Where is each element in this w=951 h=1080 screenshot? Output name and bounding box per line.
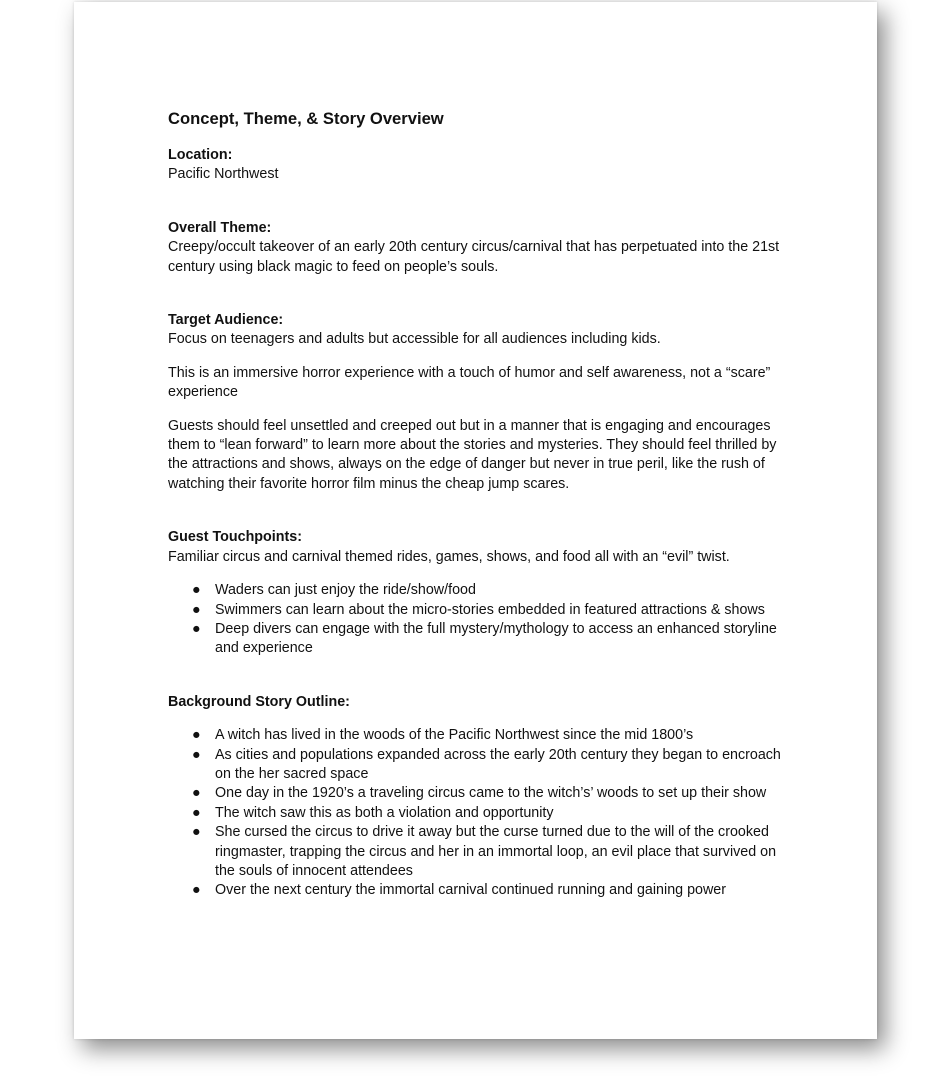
touchpoints-section <box>168 528 788 658</box>
bullet-icon: ● <box>192 804 201 821</box>
theme-section <box>168 219 788 277</box>
bullet-icon: ● <box>192 620 201 637</box>
story-list <box>168 726 788 901</box>
document-title: Concept, Theme, & Story Overview <box>168 109 444 128</box>
list-item-text: The witch saw this as both a violation and opportunity <box>215 804 554 821</box>
list-item <box>168 601 788 620</box>
audience-heading: Target Audience: <box>168 312 284 329</box>
list-item <box>168 823 788 881</box>
list-item-text: A witch has lived in the woods of the Pacific Northwest since the mid 1800’s <box>215 727 694 744</box>
theme-text: Creepy/occult takeover of an early 20th century circus/carnival that has perpetuated into the 21st century using black magic to feed on people’s souls. <box>168 239 780 275</box>
audience-section <box>168 311 788 494</box>
location-section <box>168 146 788 185</box>
location-text: Pacific Northwest <box>168 166 279 183</box>
list-item <box>168 804 788 823</box>
audience-paragraph-3: Guests should feel unsettled and creeped out but in a manner that is engaging and encourages them to “lean forward” to learn more about the stories and mysteries. They should feel thrilled by the attractions and shows, always on the edge of danger but never in true peril, like the rush of watching their favorite horror film minus the cheap jump scares. <box>168 417 777 492</box>
bullet-icon: ● <box>192 582 201 599</box>
list-item-text: Deep divers can engage with the full mystery/mythology to access an enhanced storyline and experience <box>215 620 777 657</box>
theme-heading: Overall Theme: <box>168 219 272 236</box>
touchpoints-list <box>168 581 788 659</box>
bullet-icon: ● <box>192 746 201 763</box>
audience-text: Focus on teenagers and adults but accessible for all audiences including kids. <box>168 331 661 348</box>
list-item-text: As cities and populations expanded across the early 20th century they began to encroach on the her sacred space <box>215 746 781 782</box>
list-item <box>168 620 788 659</box>
document-content <box>168 107 788 901</box>
bullet-icon: ● <box>192 785 201 802</box>
bullet-icon: ● <box>192 824 201 841</box>
audience-paragraph-2: This is an immersive horror experience with a touch of humor and self awareness, not a “scare” experience <box>168 364 771 401</box>
touchpoints-heading: Guest Touchpoints: <box>168 529 302 546</box>
list-item-text: Waders can just enjoy the ride/show/food <box>215 582 476 599</box>
list-item <box>168 581 788 600</box>
list-item-text: One day in the 1920’s a traveling circus came to the witch’s’ woods to set up their show <box>215 785 767 802</box>
touchpoints-text: Familiar circus and carnival themed rides, games, shows, and food all with an “evil” twist. <box>168 548 730 565</box>
story-heading: Background Story Outline: <box>168 693 350 710</box>
list-item <box>168 881 788 900</box>
story-section <box>168 693 788 901</box>
location-heading: Location: <box>168 147 233 163</box>
bullet-icon: ● <box>192 601 201 618</box>
list-item-text: Swimmers can learn about the micro-stories embedded in featured attractions & shows <box>215 601 765 618</box>
bullet-icon: ● <box>192 882 201 899</box>
list-item <box>168 726 788 745</box>
bullet-icon: ● <box>192 727 201 744</box>
list-item-text: Over the next century the immortal carnival continued running and gaining power <box>215 882 727 899</box>
list-item <box>168 746 788 785</box>
list-item-text: She cursed the circus to drive it away but the curse turned due to the will of the crooked ringmaster, trapping the circus and her in an immortal loop, an evil place that survived on the souls of innocent attendees <box>215 824 777 879</box>
list-item <box>168 784 788 803</box>
